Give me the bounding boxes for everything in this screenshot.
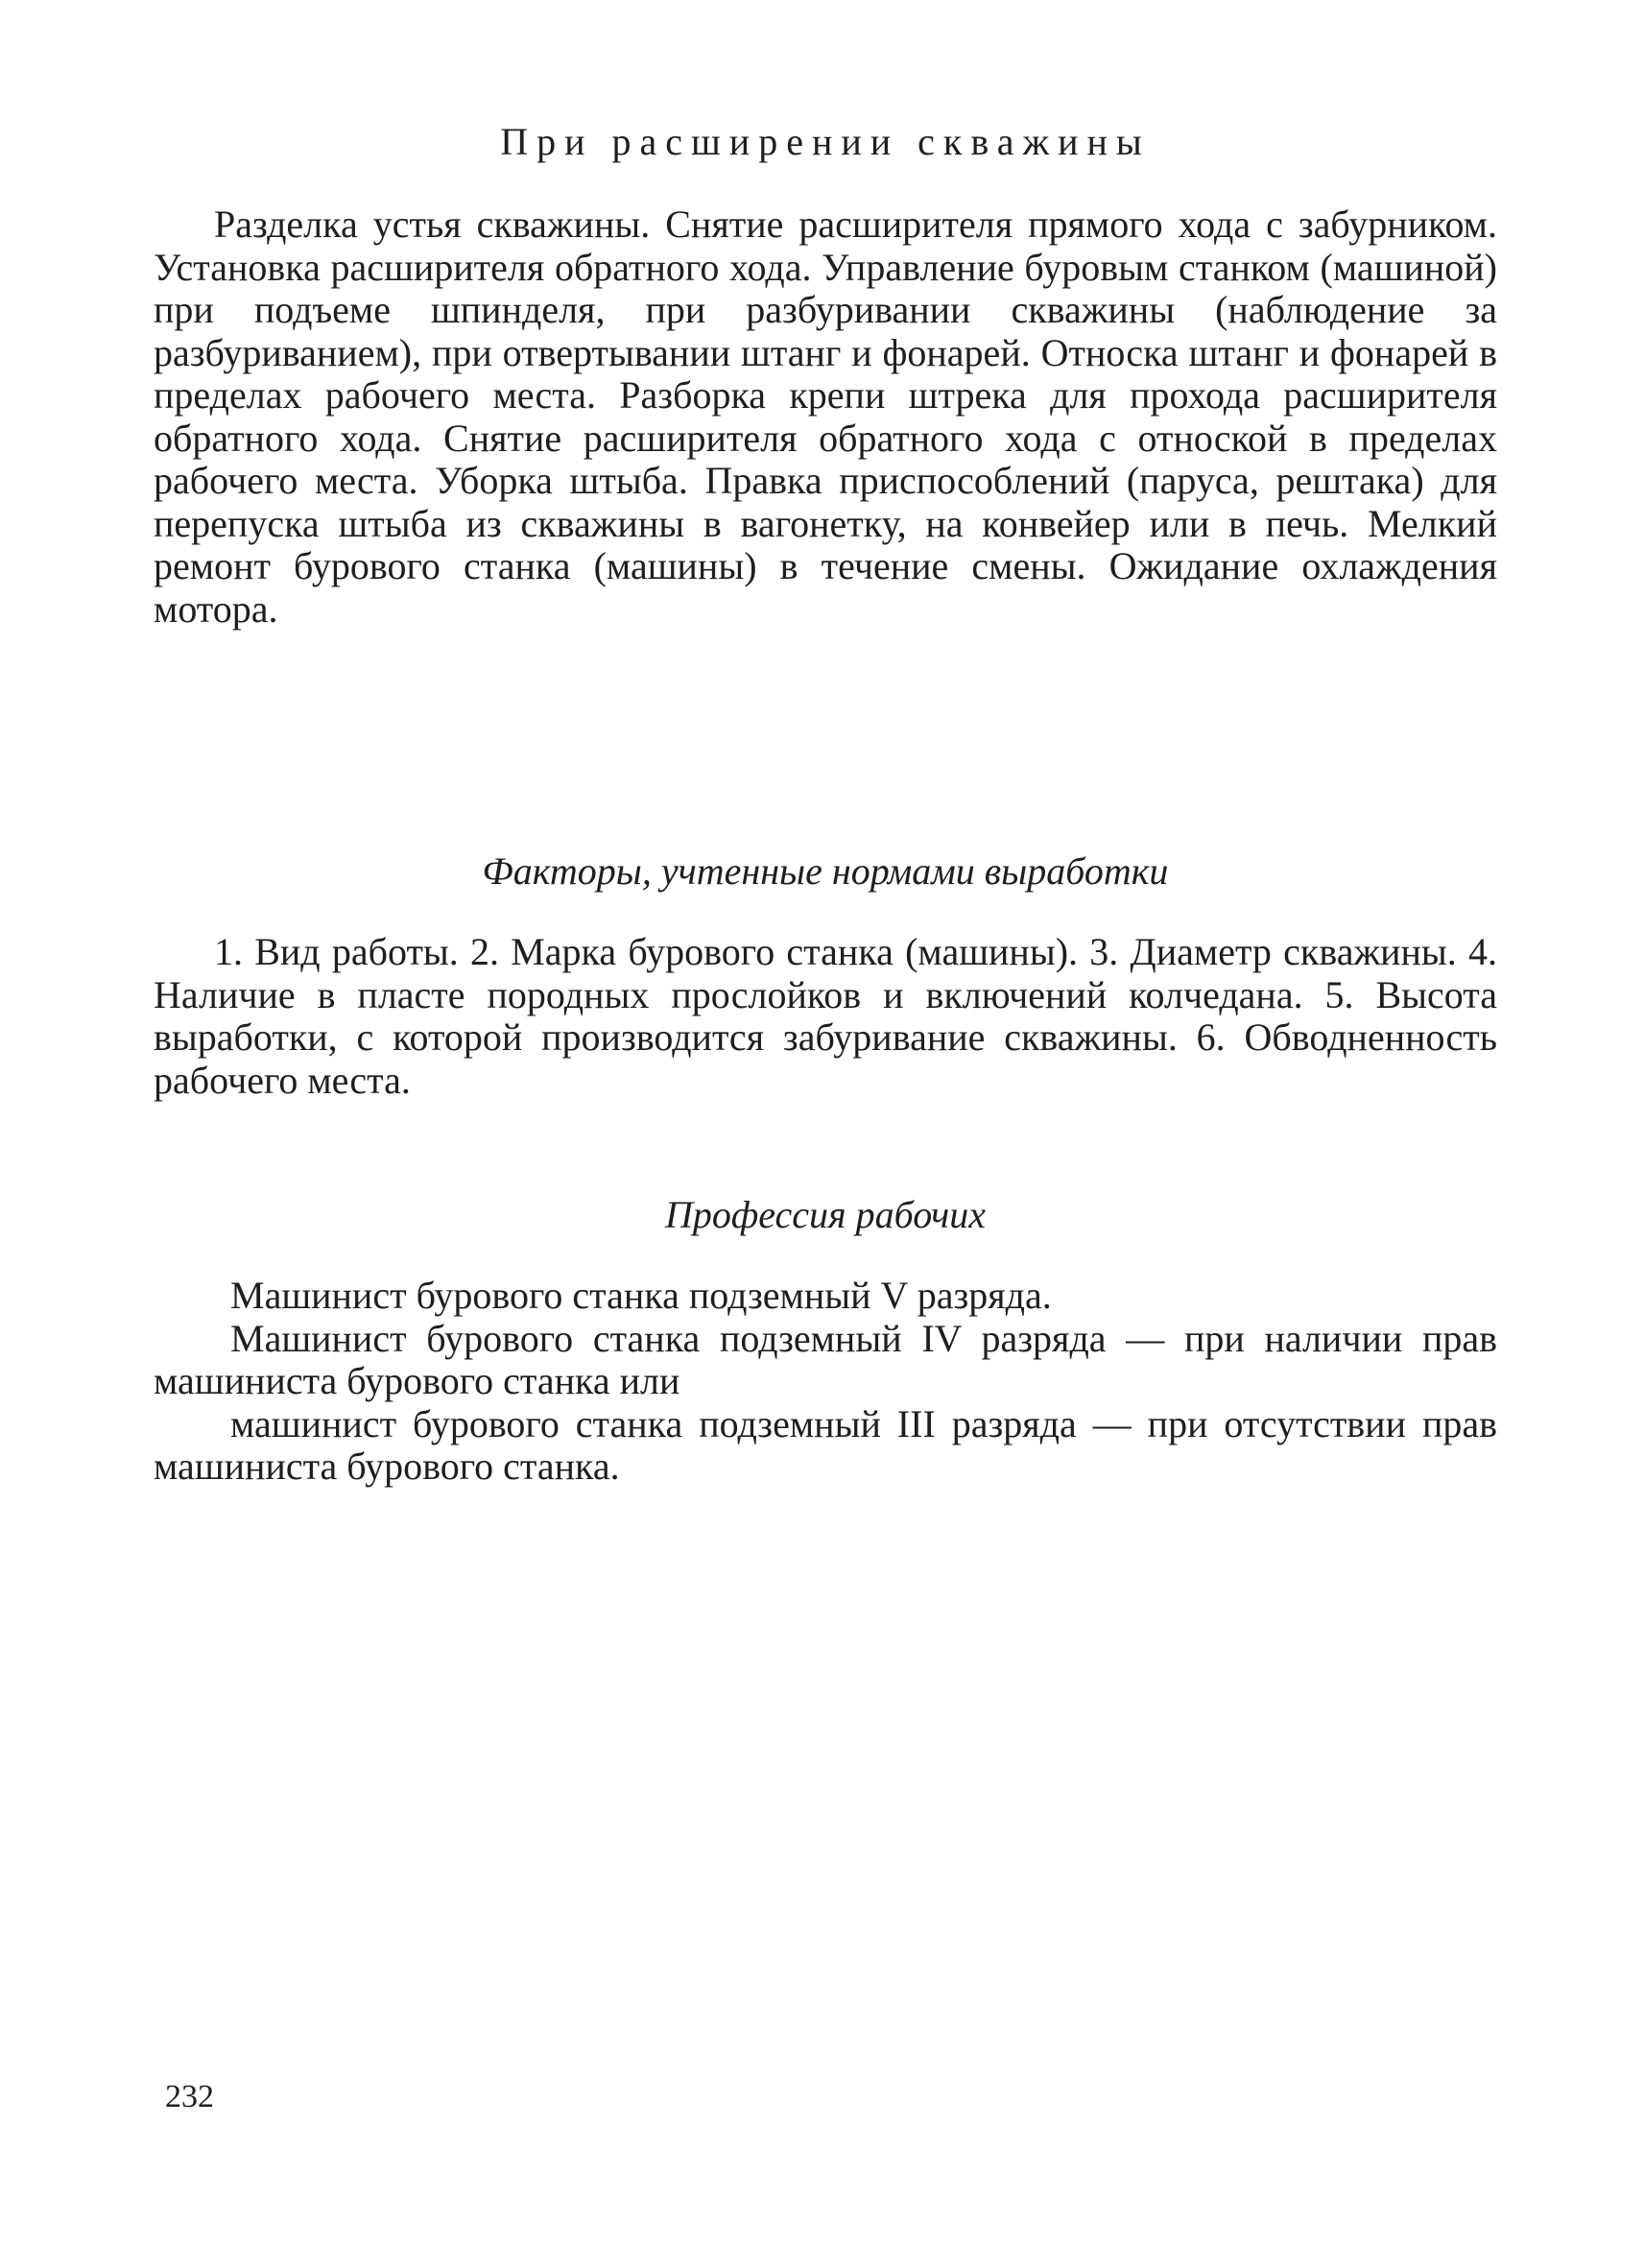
section-heading-profession: Профессия рабочих bbox=[664, 1193, 986, 1236]
page-number: 232 bbox=[165, 2079, 214, 2114]
profession-line-1: Машинист бурового станка подземный V разряда. bbox=[230, 1274, 1052, 1317]
section-heading-factors: Факторы, учтенные нормами выработки bbox=[482, 849, 1169, 893]
section-body-factors bbox=[154, 931, 1497, 1102]
section-body-drilling-expansion bbox=[154, 203, 1497, 631]
section-heading-drilling-expansion: При расширении скважины bbox=[500, 120, 1151, 163]
paragraph-factors: 1. Вид работы. 2. Марка бурового станка (машины). 3. Диаметр скважины. 4. Наличие в пласте породных прослойков и включений колчедана. 5. Высота выработки, с которой производится забуривание скважины. 6. Обводненность рабочего места. bbox=[154, 930, 1497, 1102]
paragraph-operations: Разделка устья скважины. Снятие расширителя прямого хода с забурником. Установка расширителя обратного хода. Управление буровым станком (машиной) при подъеме шпинделя, при разбуривании скважины (наблюдение за разбуриванием), при отвертывании штанг и фонарей. Относка штанг и фонарей в пределах рабочего места. Разборка крепи штрека для прохода расширителя обратного хода. Снятие расширителя обратного хода с отноской в пределах рабочего места. Уборка штыба. Правка приспособлений (паруса, рештака) для перепуска штыба из скважины в вагонетку, на конвейер или в печь. Мелкий ремонт бурового станка (машины) в течение смены. Ожидание охлаждения мотора. bbox=[154, 203, 1497, 631]
profession-line-2: Машинист бурового станка подземный IV разряда — при наличии прав машиниста бурового станка или bbox=[154, 1316, 1497, 1402]
section-body-profession bbox=[154, 1275, 1497, 1489]
profession-line-3: машинист бурового станка подземный III разряда — при отсутствии прав машиниста бурового станка. bbox=[154, 1401, 1497, 1488]
